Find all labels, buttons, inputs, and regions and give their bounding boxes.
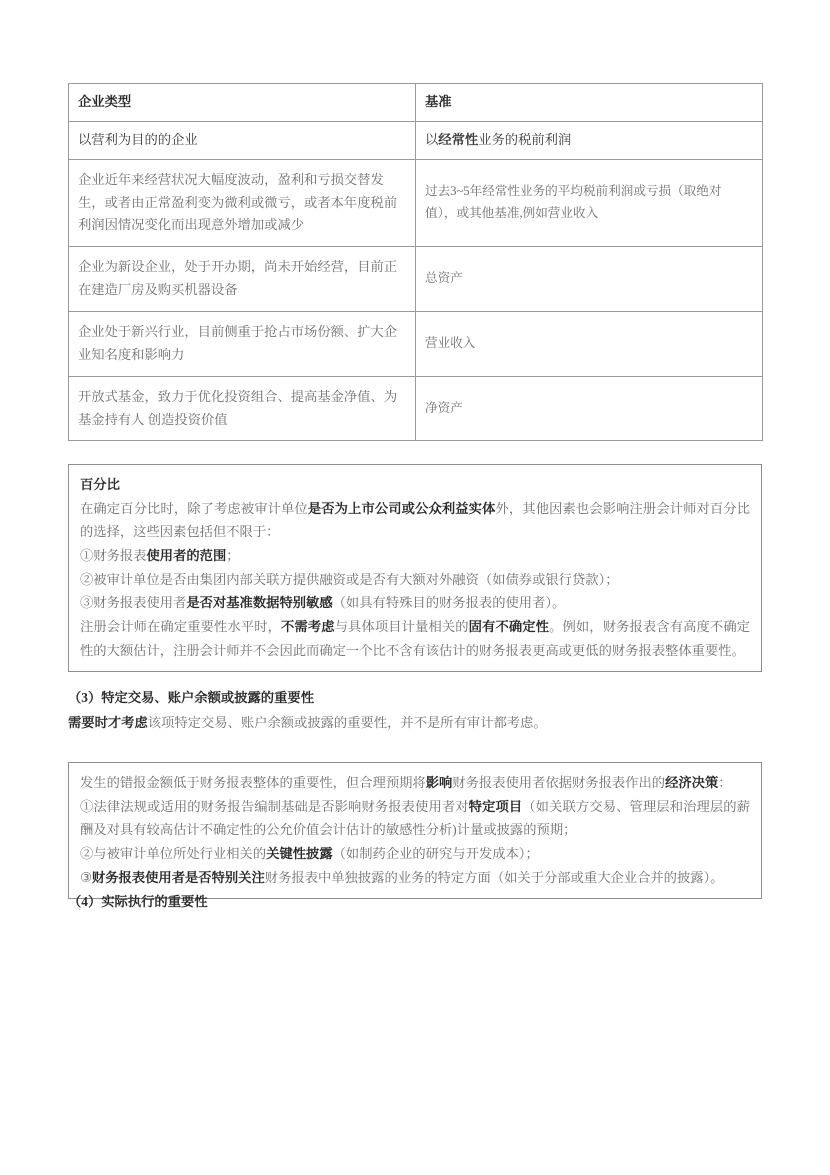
intro-part-b: 外，其他因素也会影响注册会计师对百分比的选择，这些因素包括但不限于： <box>80 500 751 540</box>
item-3-part-b: （如具有特殊目的财务报表的使用者）。 <box>332 595 566 611</box>
table-row <box>69 159 763 247</box>
percentage-callout-title: 百分比 <box>80 477 120 492</box>
benchmark-text-bold: 经常性 <box>438 131 479 147</box>
intro-part-c: ： <box>718 775 732 790</box>
percentage-callout-intro <box>80 497 750 544</box>
section-3-heading: （3）特定交易、账户余额或披露的重要性 <box>68 690 314 705</box>
percentage-callout-closing <box>80 615 750 662</box>
percentage-callout-box <box>68 464 762 672</box>
item-1-bold: 特定项目 <box>468 798 523 814</box>
cell-benchmark <box>416 121 763 159</box>
specific-callout-item-1 <box>80 795 750 842</box>
specific-items-callout-box <box>68 762 762 899</box>
percentage-callout-item-1 <box>80 544 750 568</box>
cell-benchmark: 营业收入 <box>416 312 763 377</box>
cell-benchmark: 过去3~5年经常性业务的平均税前利润或亏损（取绝对值），或其他基准,例如营业收入 <box>416 159 763 247</box>
closing-bold-2: 固有不确定性 <box>468 618 550 634</box>
item-2-part-b: （如制药企业的研究与开发成本）； <box>332 845 539 861</box>
percentage-callout-item-3 <box>80 591 750 615</box>
item-2-bold: 关键性披露 <box>266 845 333 861</box>
item-1-bold: 使用者的范围 <box>146 547 227 563</box>
section-3-paragraph <box>68 711 768 735</box>
item-3-part-a: ③ <box>80 869 92 885</box>
section-3-rest: 该项特定交易、账户余额或披露的重要性，并不是所有审计都考虑。 <box>147 715 547 730</box>
item-1-part-a: ①法律法规或适用的财务报告编制基础是否影响财务报表使用者对 <box>80 798 469 814</box>
cell-benchmark: 净资产 <box>416 376 763 441</box>
closing-part-a: 注册会计师在确定重要性水平时， <box>80 618 282 634</box>
cell-benchmark: 总资产 <box>416 247 763 312</box>
cell-enterprise-type: 企业处于新兴行业，目前侧重于抢占市场份额、扩大企业知名度和影响力 <box>69 312 416 377</box>
section-4-heading: （4）实际执行的重要性 <box>68 894 208 909</box>
table-row <box>69 121 763 159</box>
table-row <box>69 312 763 377</box>
table-header-enterprise-type: 企业类型 <box>69 84 416 122</box>
item-3-part-b: 财务报表中单独披露的业务的特定方面（如关于分部或重大企业合并的披露）。 <box>264 869 724 885</box>
item-3-part-a: ③财务报表使用者 <box>80 595 187 611</box>
benchmark-text-prefix: 以 <box>425 131 439 147</box>
closing-bold-1: 不需考虑 <box>281 618 335 634</box>
item-3-bold: 财务报表使用者是否特别关注 <box>91 869 265 885</box>
item-1-part-b: ； <box>226 547 240 563</box>
intro-part-a: 发生的错报金额低于财务报表整体的重要性，但合理预期将 <box>80 775 426 790</box>
closing-part-c: 。例如，财务报表含有高度不确定性的大额估计，注册会计师并不会因此而确定一个比不含有该估计的财务报表更高或更低的财务报表整体重要性。 <box>80 618 751 658</box>
specific-callout-intro <box>80 771 750 795</box>
table-header-benchmark: 基准 <box>416 84 763 122</box>
cell-enterprise-type: 开放式基金，致力于优化投资组合、提高基金净值、为基金持有人 创造投资价值 <box>69 376 416 441</box>
table-row <box>69 247 763 312</box>
benchmark-criteria-table <box>68 83 763 441</box>
specific-callout-item-3 <box>80 866 750 890</box>
intro-bold-2: 经济决策 <box>665 775 719 790</box>
specific-callout-item-2 <box>80 842 750 866</box>
cell-enterprise-type: 企业近年来经营状况大幅度波动，盈利和亏损交替发生，或者由正常盈利变为微利或微亏，或者本年度税前利润因情况变化而出现意外增加或减少 <box>69 159 416 247</box>
benchmark-text-suffix: 业务的税前利润 <box>478 131 572 147</box>
item-3-bold: 是否对基准数据特别敏感 <box>186 595 333 611</box>
item-1-part-b: （如关联方交易、管理层和治理层的薪酬及对具有较高估计不确定性的公允价值会计估计的敏感性分析)计量或披露的预期； <box>80 798 751 838</box>
percentage-callout-item-2: ②被审计单位是否由集团内部关联方提供融资或是否有大额对外融资（如债券或银行贷款）； <box>80 571 619 587</box>
closing-part-b: 与具体项目计量相关的 <box>334 618 469 634</box>
table-header-row <box>69 84 763 122</box>
table-row <box>69 376 763 441</box>
item-1-part-a: ①财务报表 <box>80 547 147 563</box>
cell-enterprise-type: 以营利为目的的企业 <box>69 121 416 159</box>
intro-part-b: 财务报表使用者依据财务报表作出的 <box>452 775 666 790</box>
intro-part-a: 在确定百分比时，除了考虑被审计单位 <box>80 500 308 516</box>
item-2-part-a: ②与被审计单位所处行业相关的 <box>80 845 267 861</box>
cell-enterprise-type: 企业为新设企业，处于开办期，尚未开始经营，目前正在建造厂房及购买机器设备 <box>69 247 416 312</box>
intro-bold: 是否为上市公司或公众利益实体 <box>307 500 496 516</box>
section-3-bold-lead: 需要时才考虑 <box>68 715 148 730</box>
intro-bold-1: 影响 <box>425 775 453 790</box>
